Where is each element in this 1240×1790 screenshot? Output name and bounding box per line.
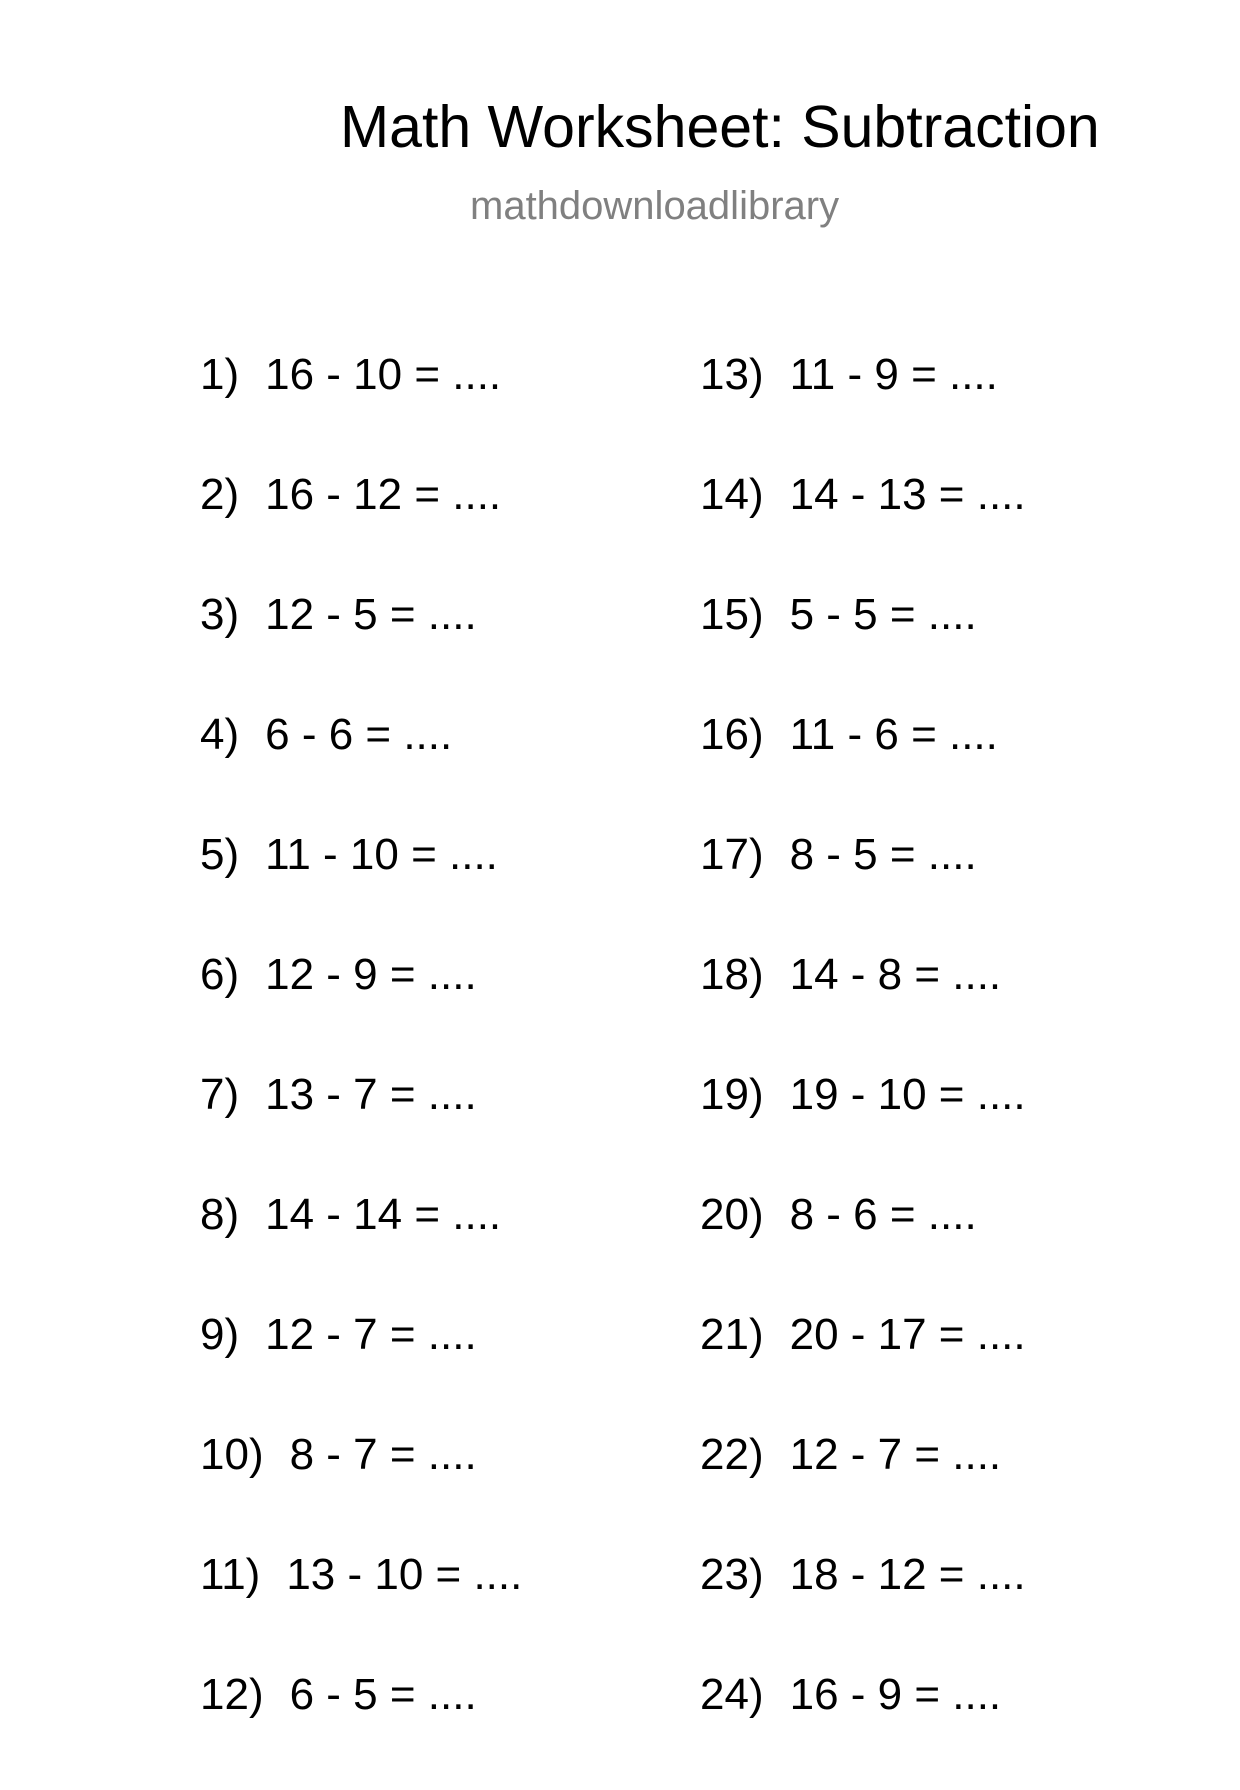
problem-item	[200, 710, 522, 830]
problem-item	[200, 950, 522, 1070]
problem-expression: 11 - 10 = ....	[265, 830, 498, 879]
problem-number: 14)	[700, 470, 764, 519]
problem-item	[200, 1310, 522, 1430]
problem-expression: 14 - 14 = ....	[265, 1190, 502, 1239]
problem-number: 3)	[200, 590, 240, 639]
problem-number: 17)	[700, 830, 764, 879]
problem-item	[700, 1070, 1026, 1190]
problem-item	[700, 710, 1026, 830]
problem-number: 18)	[700, 950, 764, 999]
problem-number: 2)	[200, 470, 240, 519]
worksheet-subtitle: mathdownloadlibrary	[470, 184, 840, 228]
problem-item	[200, 1190, 522, 1310]
problem-expression: 16 - 9 = ....	[789, 1670, 1002, 1719]
problem-expression: 12 - 9 = ....	[265, 950, 477, 999]
problem-item	[200, 1070, 522, 1190]
problem-number: 15)	[700, 590, 764, 639]
problem-item	[700, 350, 1026, 470]
problem-number: 11)	[200, 1550, 261, 1599]
problem-expression: 19 - 10 = ....	[789, 1070, 1026, 1119]
problem-expression: 6 - 5 = ....	[289, 1670, 477, 1719]
problem-item	[200, 1430, 522, 1550]
problem-expression: 6 - 6 = ....	[265, 710, 453, 759]
problem-item	[200, 1550, 522, 1670]
problem-item	[200, 350, 522, 470]
problem-expression: 14 - 8 = ....	[789, 950, 1002, 999]
problem-number: 6)	[200, 950, 240, 999]
problem-number: 24)	[700, 1670, 764, 1719]
problem-number: 12)	[200, 1670, 264, 1719]
problem-number: 1)	[200, 350, 240, 399]
problem-item	[200, 1670, 522, 1790]
problem-number: 23)	[700, 1550, 764, 1599]
problem-item	[700, 470, 1026, 590]
problem-item	[700, 830, 1026, 950]
problem-number: 13)	[700, 350, 764, 399]
problem-item	[700, 1670, 1026, 1790]
problem-item	[200, 590, 522, 710]
problem-expression: 8 - 6 = ....	[789, 1190, 977, 1239]
problems-right-column	[700, 350, 1026, 1790]
problem-number: 10)	[200, 1430, 264, 1479]
problem-expression: 20 - 17 = ....	[789, 1310, 1026, 1359]
worksheet-title: Math Worksheet: Subtraction	[340, 94, 1100, 160]
problem-number: 8)	[200, 1190, 240, 1239]
problem-item	[700, 950, 1026, 1070]
problem-expression: 12 - 5 = ....	[265, 590, 477, 639]
problem-expression: 12 - 7 = ....	[265, 1310, 477, 1359]
problem-number: 21)	[700, 1310, 764, 1359]
problem-item	[200, 470, 522, 590]
problem-expression: 13 - 10 = ....	[286, 1550, 523, 1599]
problem-expression: 14 - 13 = ....	[789, 470, 1026, 519]
problem-number: 9)	[200, 1310, 240, 1359]
problem-number: 7)	[200, 1070, 240, 1119]
problem-expression: 18 - 12 = ....	[789, 1550, 1026, 1599]
problem-item	[700, 590, 1026, 710]
problem-number: 16)	[700, 710, 764, 759]
problem-expression: 8 - 7 = ....	[289, 1430, 477, 1479]
problem-number: 4)	[200, 710, 240, 759]
problem-expression: 8 - 5 = ....	[789, 830, 977, 879]
problem-item	[700, 1430, 1026, 1550]
problem-item	[200, 830, 522, 950]
problem-item	[700, 1190, 1026, 1310]
problem-expression: 11 - 9 = ....	[789, 350, 998, 399]
problem-expression: 5 - 5 = ....	[789, 590, 977, 639]
problem-number: 5)	[200, 830, 240, 879]
problem-expression: 12 - 7 = ....	[789, 1430, 1002, 1479]
problem-item	[700, 1310, 1026, 1430]
problems-left-column	[200, 350, 522, 1790]
problem-number: 22)	[700, 1430, 764, 1479]
problem-expression: 11 - 6 = ....	[789, 710, 998, 759]
problem-item	[700, 1550, 1026, 1670]
problem-number: 19)	[700, 1070, 764, 1119]
problem-expression: 16 - 10 = ....	[265, 350, 502, 399]
problem-expression: 16 - 12 = ....	[265, 470, 502, 519]
problem-expression: 13 - 7 = ....	[265, 1070, 477, 1119]
problem-number: 20)	[700, 1190, 764, 1239]
